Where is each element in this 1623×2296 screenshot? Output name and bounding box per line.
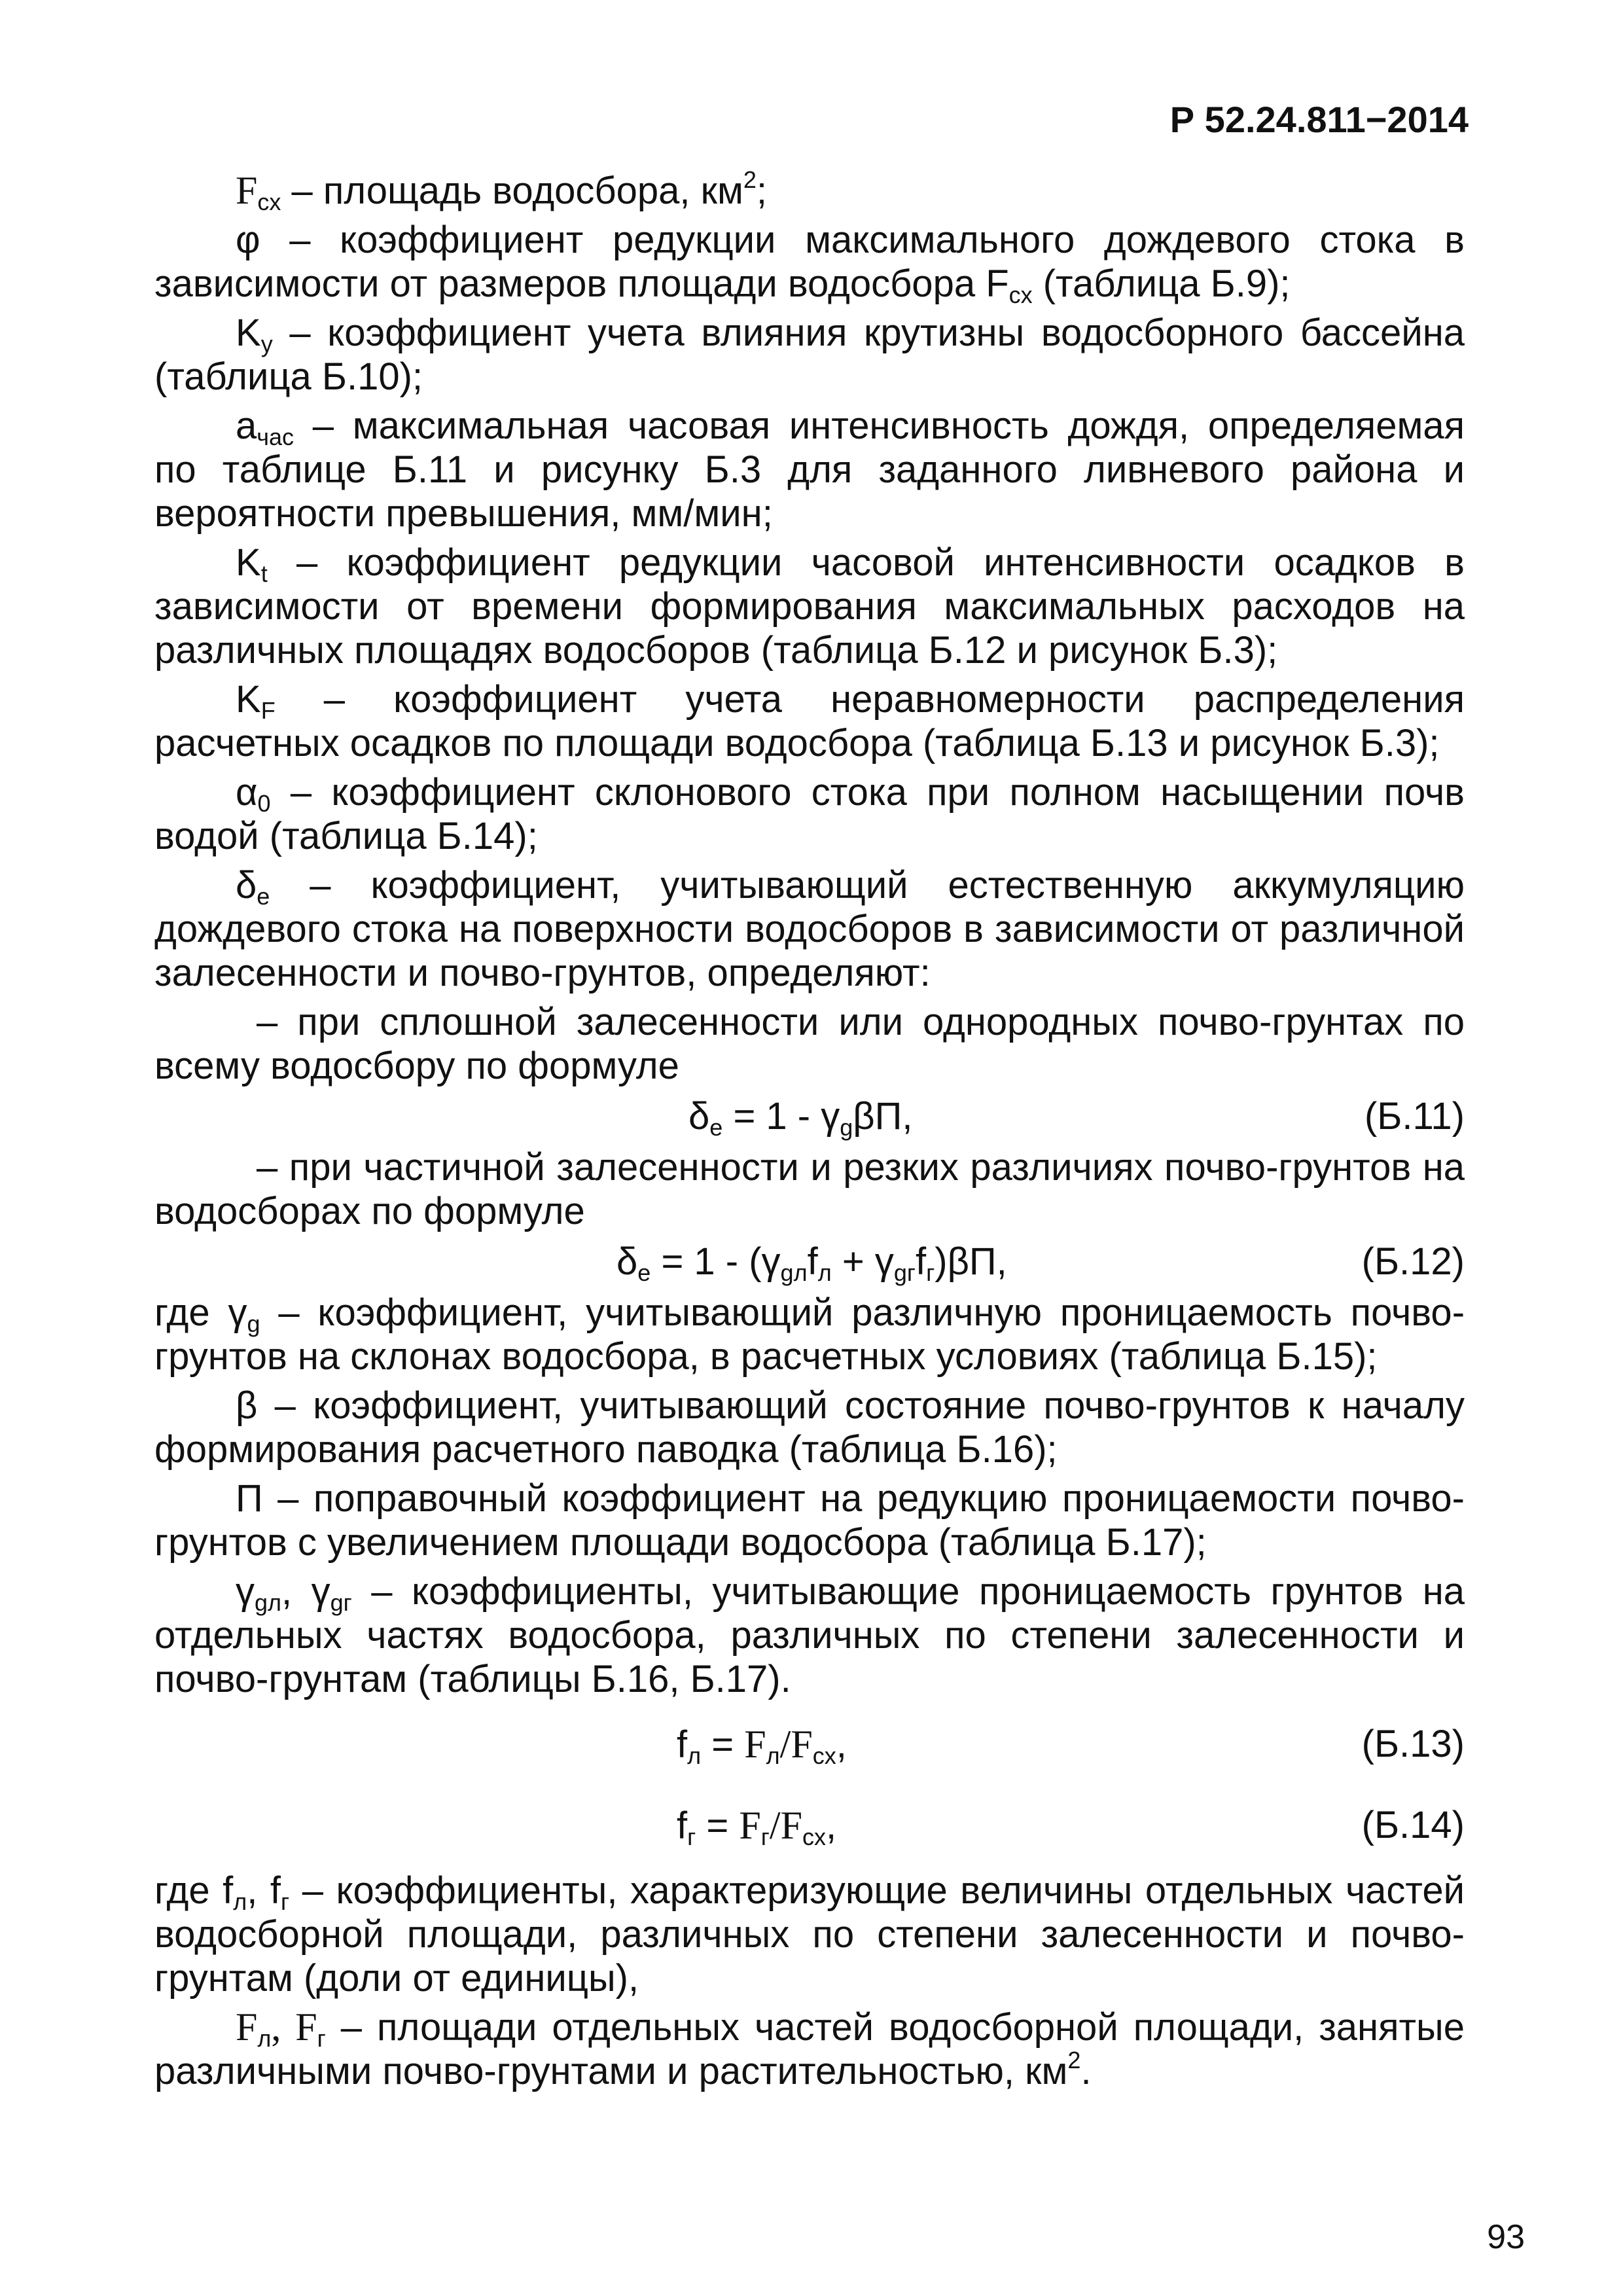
definition-kt: $K_t$ – коэффициент редукции часовой интенсивности осадков в зависимости от времени формирования максимальных расходов на различных площадях водосборов (таблица Б.12 и рисунок Б.3); [154,541,1465,672]
where-gamma-g: где $\gamma_g$ – коэффициент, учитывающий различную проницаемость почво-грунтов на склонах водосбора, в расчетных условиях (таблица Б.15); [154,1291,1465,1378]
formula-b13-number: (Б.13) [1361,1723,1465,1765]
where-f-pair: где $f_л$, $f_г$ – коэффициенты, характеризующие величины отдельных частей водосборной площади, различных по степени залесенности и почво-грунтам (доли от единицы), [154,1869,1465,2000]
formula-b11-number: (Б.11) [1364,1095,1465,1138]
definition-alpha0: $\alpha_0$ – коэффициент склонового стока при полном насыщении почв водой (таблица Б.14); [154,771,1465,857]
where-gamma-pair: $\gamma_{gл}$, $\gamma_{gг}$ – коэффициенты, учитывающие проницаемость грунтов на отдельных частях водосбора, различных по степени залесенности и почво-грунтам (таблицы Б.16, Б.17). [154,1570,1465,1700]
document-code: Р 52.24.811−2014 [1169,99,1469,140]
definition-phi: φ – коэффициент редукции максимального дождевого стока в зависимости от размеров площади водосбора $F_{сх}$ (таблица Б.9); [154,219,1465,308]
case-solid-forest: – при сплошной залесенности или однородных почво-грунтах по всему водосбору по формуле [154,1001,1465,1087]
formula-b11-expression: $\delta_е = 1 - \gamma_g\beta П$, [688,1095,913,1141]
where-pi: П – поправочный коэффициент на редукцию проницаемости почво-грунтов с увеличением площади водосбора (таблица Б.17); [154,1477,1465,1564]
definition-kf: $K_F$ – коэффициент учета неравномерности распределения расчетных осадков по площади водосбора (таблица Б.13 и рисунок Б.3); [154,678,1465,764]
where-F-pair: $F_л$, $F_г$ – площади отдельных частей водосборной площади, занятые различными почво-грунтами и растительностью, $км^2$. [154,2005,1465,2092]
formula-b13-expression: $f_л = F_л/F_{сх}$, [677,1723,847,1769]
formula-b14 [154,1802,1465,1852]
formula-b14-expression: $f_г = F_г/F_{сх}$, [677,1804,837,1850]
definition-delta-e: $\delta_е$ – коэффициент, учитывающий естественную аккумуляцию дождевого стока на поверхности водосборов в зависимости от различной залесенности и почво-грунтов, определяют: [154,864,1465,994]
page-number: 93 [1487,2218,1525,2256]
formula-b12-number: (Б.12) [1361,1240,1465,1283]
formula-b12 [154,1238,1465,1285]
definition-ky: $K_у$ – коэффициент учета влияния крутизны водосборного бассейна (таблица Б.10); [154,312,1465,398]
definition-achas: $a_{час}$ – максимальная часовая интенсивность дождя, определяемая по таблице Б.11 и рисунку Б.3 для заданного ливневого района и вероятности превышения, мм/мин; [154,404,1465,535]
page-body [154,166,1465,2098]
formula-b13 [154,1721,1465,1770]
formula-b14-number: (Б.14) [1361,1804,1465,1846]
definition-fcx: $F_{сх}$ – площадь водосбора, $км^2$; [236,166,768,215]
case-partial-forest: – при частичной залесенности и резких различиях почво-грунтов на водосборах по формуле [154,1146,1465,1232]
formula-b11 [154,1093,1465,1140]
formula-b12-expression: $\delta_е = 1 - (\gamma_{gл}f_л + \gamma_{gг}f_г)\beta П$, [616,1240,1007,1286]
where-beta: β – коэффициент, учитывающий состояние почво-грунтов к началу формирования расчетного паводка (таблица Б.16); [154,1384,1465,1471]
